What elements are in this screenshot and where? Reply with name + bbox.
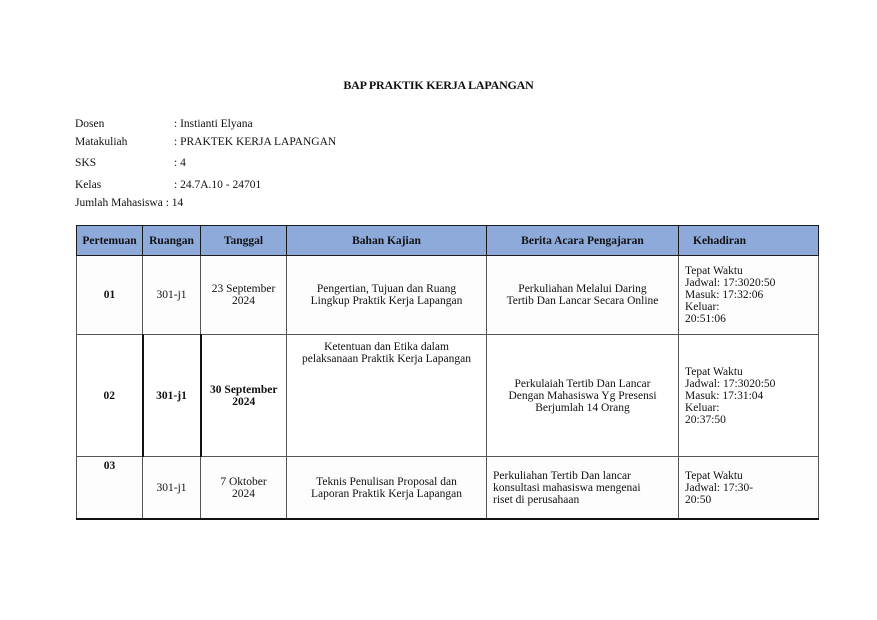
jumlah-row <box>75 196 183 210</box>
berita-line: Perkuliahan Melalui Daring <box>518 283 647 295</box>
tanggal-cell <box>201 457 287 520</box>
tanggal-line: 30 September <box>210 383 278 396</box>
kehadiran-line: Masuk: 17:31:04 <box>685 389 764 402</box>
pertemuan-cell: 01 <box>77 256 143 335</box>
ruangan-cell: 301-j1 <box>143 256 201 335</box>
bahan-line: Teknis Penulisan Proposal dan <box>316 475 457 488</box>
ruangan-cell: 301-j1 <box>143 335 201 457</box>
berita-line: Dengan Mahasiswa Yg Presensi <box>508 389 657 402</box>
page-title: BAP PRAKTIK KERJA LAPANGAN <box>343 78 534 92</box>
berita-line: riset di perusahaan <box>493 493 580 506</box>
pertemuan-cell: 03 <box>77 457 143 520</box>
bahan-cell <box>287 335 487 457</box>
jumlah-value: : 14 <box>165 197 184 209</box>
berita-cell <box>487 457 679 520</box>
bahan-cell <box>287 256 487 335</box>
berita-cell <box>487 256 679 335</box>
bahan-line: Laporan Praktik Kerja Lapangan <box>310 487 463 500</box>
bahan-line: Lingkup Praktik Kerja Lapangan <box>310 295 463 307</box>
tanggal-line: 2024 <box>232 395 256 408</box>
tanggal-cell <box>201 256 287 335</box>
kehadiran-cell <box>679 335 819 457</box>
table-row <box>77 256 819 335</box>
kehadiran-line: Keluar: <box>685 301 720 313</box>
kehadiran-line: 20:50 <box>685 493 712 506</box>
pertemuan-cell: 02 <box>77 335 143 457</box>
tanggal-line: 2024 <box>232 487 255 500</box>
berita-cell <box>487 335 679 457</box>
berita-line: Perkulaiah Tertib Dan Lancar <box>514 377 651 390</box>
berita-line: Perkuliahan Tertib Dan lancar <box>493 469 631 482</box>
berita-line: Berjumlah 14 Orang <box>535 401 630 414</box>
header-pertemuan: Pertemuan <box>77 226 143 256</box>
kehadiran-line: 20:51:06 <box>685 313 726 325</box>
bahan-line: Ketentuan dan Etika dalam <box>324 341 449 353</box>
kehadiran-line: Jadwal: 17:3020:50 <box>685 277 776 289</box>
bap-table <box>76 225 819 520</box>
dosen-row <box>75 117 253 131</box>
jumlah-label: Jumlah Mahasiswa <box>75 197 163 209</box>
table-row <box>77 457 819 520</box>
kehadiran-line: Masuk: 17:32:06 <box>685 289 764 301</box>
tanggal-line: 7 Oktober <box>220 475 267 488</box>
kehadiran-line: 20:37:50 <box>685 413 726 426</box>
kehadiran-line: Tepat Waktu <box>685 365 743 378</box>
ruangan-cell: 301-j1 <box>143 457 201 520</box>
berita-line: konsultasi mahasiswa mengenai <box>493 481 641 494</box>
kehadiran-line: Tepat Waktu <box>685 265 743 277</box>
header-kehadiran: Kehadiran <box>679 226 819 256</box>
tanggal-cell <box>201 335 287 457</box>
kehadiran-cell <box>679 256 819 335</box>
sks-label: SKS <box>75 157 97 169</box>
table-row <box>77 335 819 457</box>
header-ruangan: Ruangan <box>143 226 201 256</box>
kelas-value: : 24.7A.10 - 24701 <box>174 179 262 191</box>
matkul-label: Matakuliah <box>75 136 128 148</box>
table-header-row <box>77 226 819 256</box>
header-bahan-kajian: Bahan Kajian <box>287 226 487 256</box>
kehadiran-line: Keluar: <box>685 401 720 414</box>
dosen-value: : Instianti Elyana <box>174 118 253 130</box>
kehadiran-line: Jadwal: 17:30- <box>685 481 754 494</box>
matkul-row <box>75 135 337 149</box>
header-berita-acara: Berita Acara Pengajaran <box>487 226 679 256</box>
bahan-line: Pengertian, Tujuan dan Ruang <box>316 283 457 295</box>
kehadiran-line: Jadwal: 17:3020:50 <box>685 377 776 390</box>
bahan-line: pelaksanaan Praktik Kerja Lapangan <box>302 353 471 365</box>
tanggal-line: 2024 <box>232 295 255 307</box>
kehadiran-cell <box>679 457 819 520</box>
header-tanggal: Tanggal <box>201 226 287 256</box>
sks-row <box>75 156 186 170</box>
kelas-row <box>75 178 262 192</box>
dosen-label: Dosen <box>75 118 105 130</box>
tanggal-line: 23 September <box>211 283 276 295</box>
kehadiran-line: Tepat Waktu <box>685 469 743 482</box>
bahan-cell <box>287 457 487 520</box>
kelas-label: Kelas <box>75 179 102 191</box>
matkul-value: : PRAKTEK KERJA LAPANGAN <box>174 136 337 148</box>
sks-value: : 4 <box>174 157 186 169</box>
berita-line: Tertib Dan Lancar Secara Online <box>506 295 659 307</box>
